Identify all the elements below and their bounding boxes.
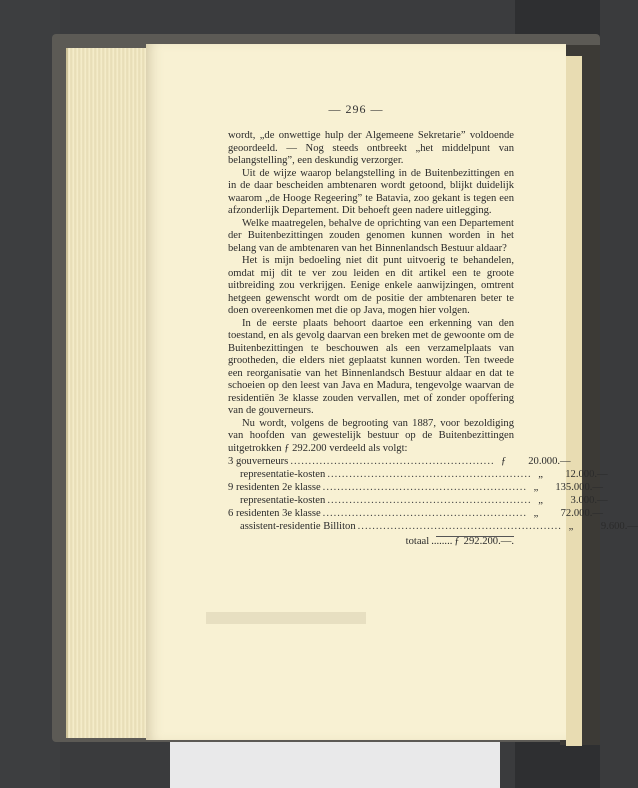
total-amount: 292.200.—. xyxy=(463,536,514,547)
budget-row xyxy=(228,482,603,495)
background-left xyxy=(0,0,60,788)
budget-amount: 72.000.— xyxy=(560,508,603,519)
paragraph: In de eerste plaats behoort daartoe een erkenning van den toestand, en als gevolg daarvan een breken met de gewoonte om de Buitenbezittingen te beschouwen als een verzamelplaats van grootheden, die elders niet geplaatst kunnen worden. Ten tweede een reorganisatie van het Binnenlandsch Bestuur aldaar en dat te schoeien op den leest van Java en Madura, tengevolge waarvan de residentiën 3e klasse zouden vervallen, met of zonder opoffering van de gouverneurs. xyxy=(228,317,514,416)
paragraph: Uit de wijze waarop belangstelling in de Buitenbezittingen en in de daar bescheiden ambtenaren wordt getoond, blijkt duidelijk waarom „de Hooge Regeering” te Batavia, zoo gekant is tegen een afzonderlijk Departement. Dit behoeft geen nadere uitlegging. xyxy=(228,167,514,216)
budget-amount: 20.000.— xyxy=(528,456,571,467)
total-row xyxy=(228,536,514,550)
page-text xyxy=(228,130,638,550)
budget-row xyxy=(228,469,608,482)
budget-label: representatie-kosten xyxy=(240,469,326,480)
budget-amount: 135.000.— xyxy=(555,482,603,493)
leader-dots: ........................................................ xyxy=(327,495,532,506)
leader-dots: ........................................................ xyxy=(357,521,562,532)
page-stack-edge xyxy=(66,48,150,738)
leader-dots: ........................................................ xyxy=(322,482,527,493)
budget-amount: 12.000.— xyxy=(565,469,608,480)
total-label: totaal xyxy=(405,536,430,547)
budget-row xyxy=(228,456,571,469)
budget-row xyxy=(228,521,638,534)
budget-label: assistent-residentie Billiton xyxy=(240,521,356,532)
currency-mark: „ xyxy=(533,508,539,519)
currency-mark: „ xyxy=(568,521,574,532)
leader-dots: ........................................................ xyxy=(290,456,495,467)
leader-dots: ........ xyxy=(431,536,453,547)
page-number: — 296 — xyxy=(328,102,384,116)
total-rule xyxy=(436,536,514,537)
budget-label: 9 residenten 2e klasse xyxy=(228,482,321,493)
paragraph: Welke maatregelen, behalve de oprichting van een Departement der Buitenbezittingen zouden genomen kunnen worden in het belang van de ambtenaren van het Binnenlandsch Bestuur aldaar? xyxy=(228,217,514,254)
total-block xyxy=(228,536,514,550)
budget-table xyxy=(228,456,638,550)
budget-label: 3 gouverneurs xyxy=(228,456,289,467)
facing-page-edge xyxy=(566,56,582,746)
currency-mark: „ xyxy=(533,482,539,493)
budget-label: representatie-kosten xyxy=(240,495,326,506)
background-bottom xyxy=(170,740,500,788)
paragraph: wordt, „de onwettige hulp der Algemeene Sekretarie” voldoende geoordeeld. — Nog steeds ontbreekt „het middelpunt van belangstelling”, een deskundig verzorger. xyxy=(228,130,514,166)
faded-ink-smudge xyxy=(206,612,366,624)
currency-mark: ƒ xyxy=(454,536,460,547)
leader-dots: ........................................................ xyxy=(327,469,532,480)
budget-amount: 9.600.— xyxy=(600,521,638,532)
leader-dots: ........................................................ xyxy=(322,508,527,519)
book-page xyxy=(146,44,638,740)
currency-mark: „ xyxy=(538,495,543,506)
budget-row xyxy=(228,508,603,521)
budget-label: 6 residenten 3e klasse xyxy=(228,508,321,519)
paragraph: Het is mijn bedoeling niet dit punt uitvoerig te behandelen, omdat mij dit te ver zou leiden en dit artikel een te groote uitbreiding zou verkrijgen. Eenige enkele aanwijzingen, omtrent hetgeen gewenscht wordt om de positie der ambtenaren beter te doen overeenkomen met die op Java, mogen hier volgen. xyxy=(228,255,514,316)
currency-mark: „ xyxy=(538,469,543,480)
paragraph: Nu wordt, volgens de begrooting van 1887, voor bezoldiging van hoofden van gewestelijk bestuur op de Buitenbezittingen uitgetrokken ƒ 292.200 verdeeld als volgt: xyxy=(228,417,514,454)
budget-amount: 3.000.— xyxy=(570,495,608,506)
currency-mark: ƒ xyxy=(500,456,507,467)
budget-row xyxy=(228,495,608,508)
